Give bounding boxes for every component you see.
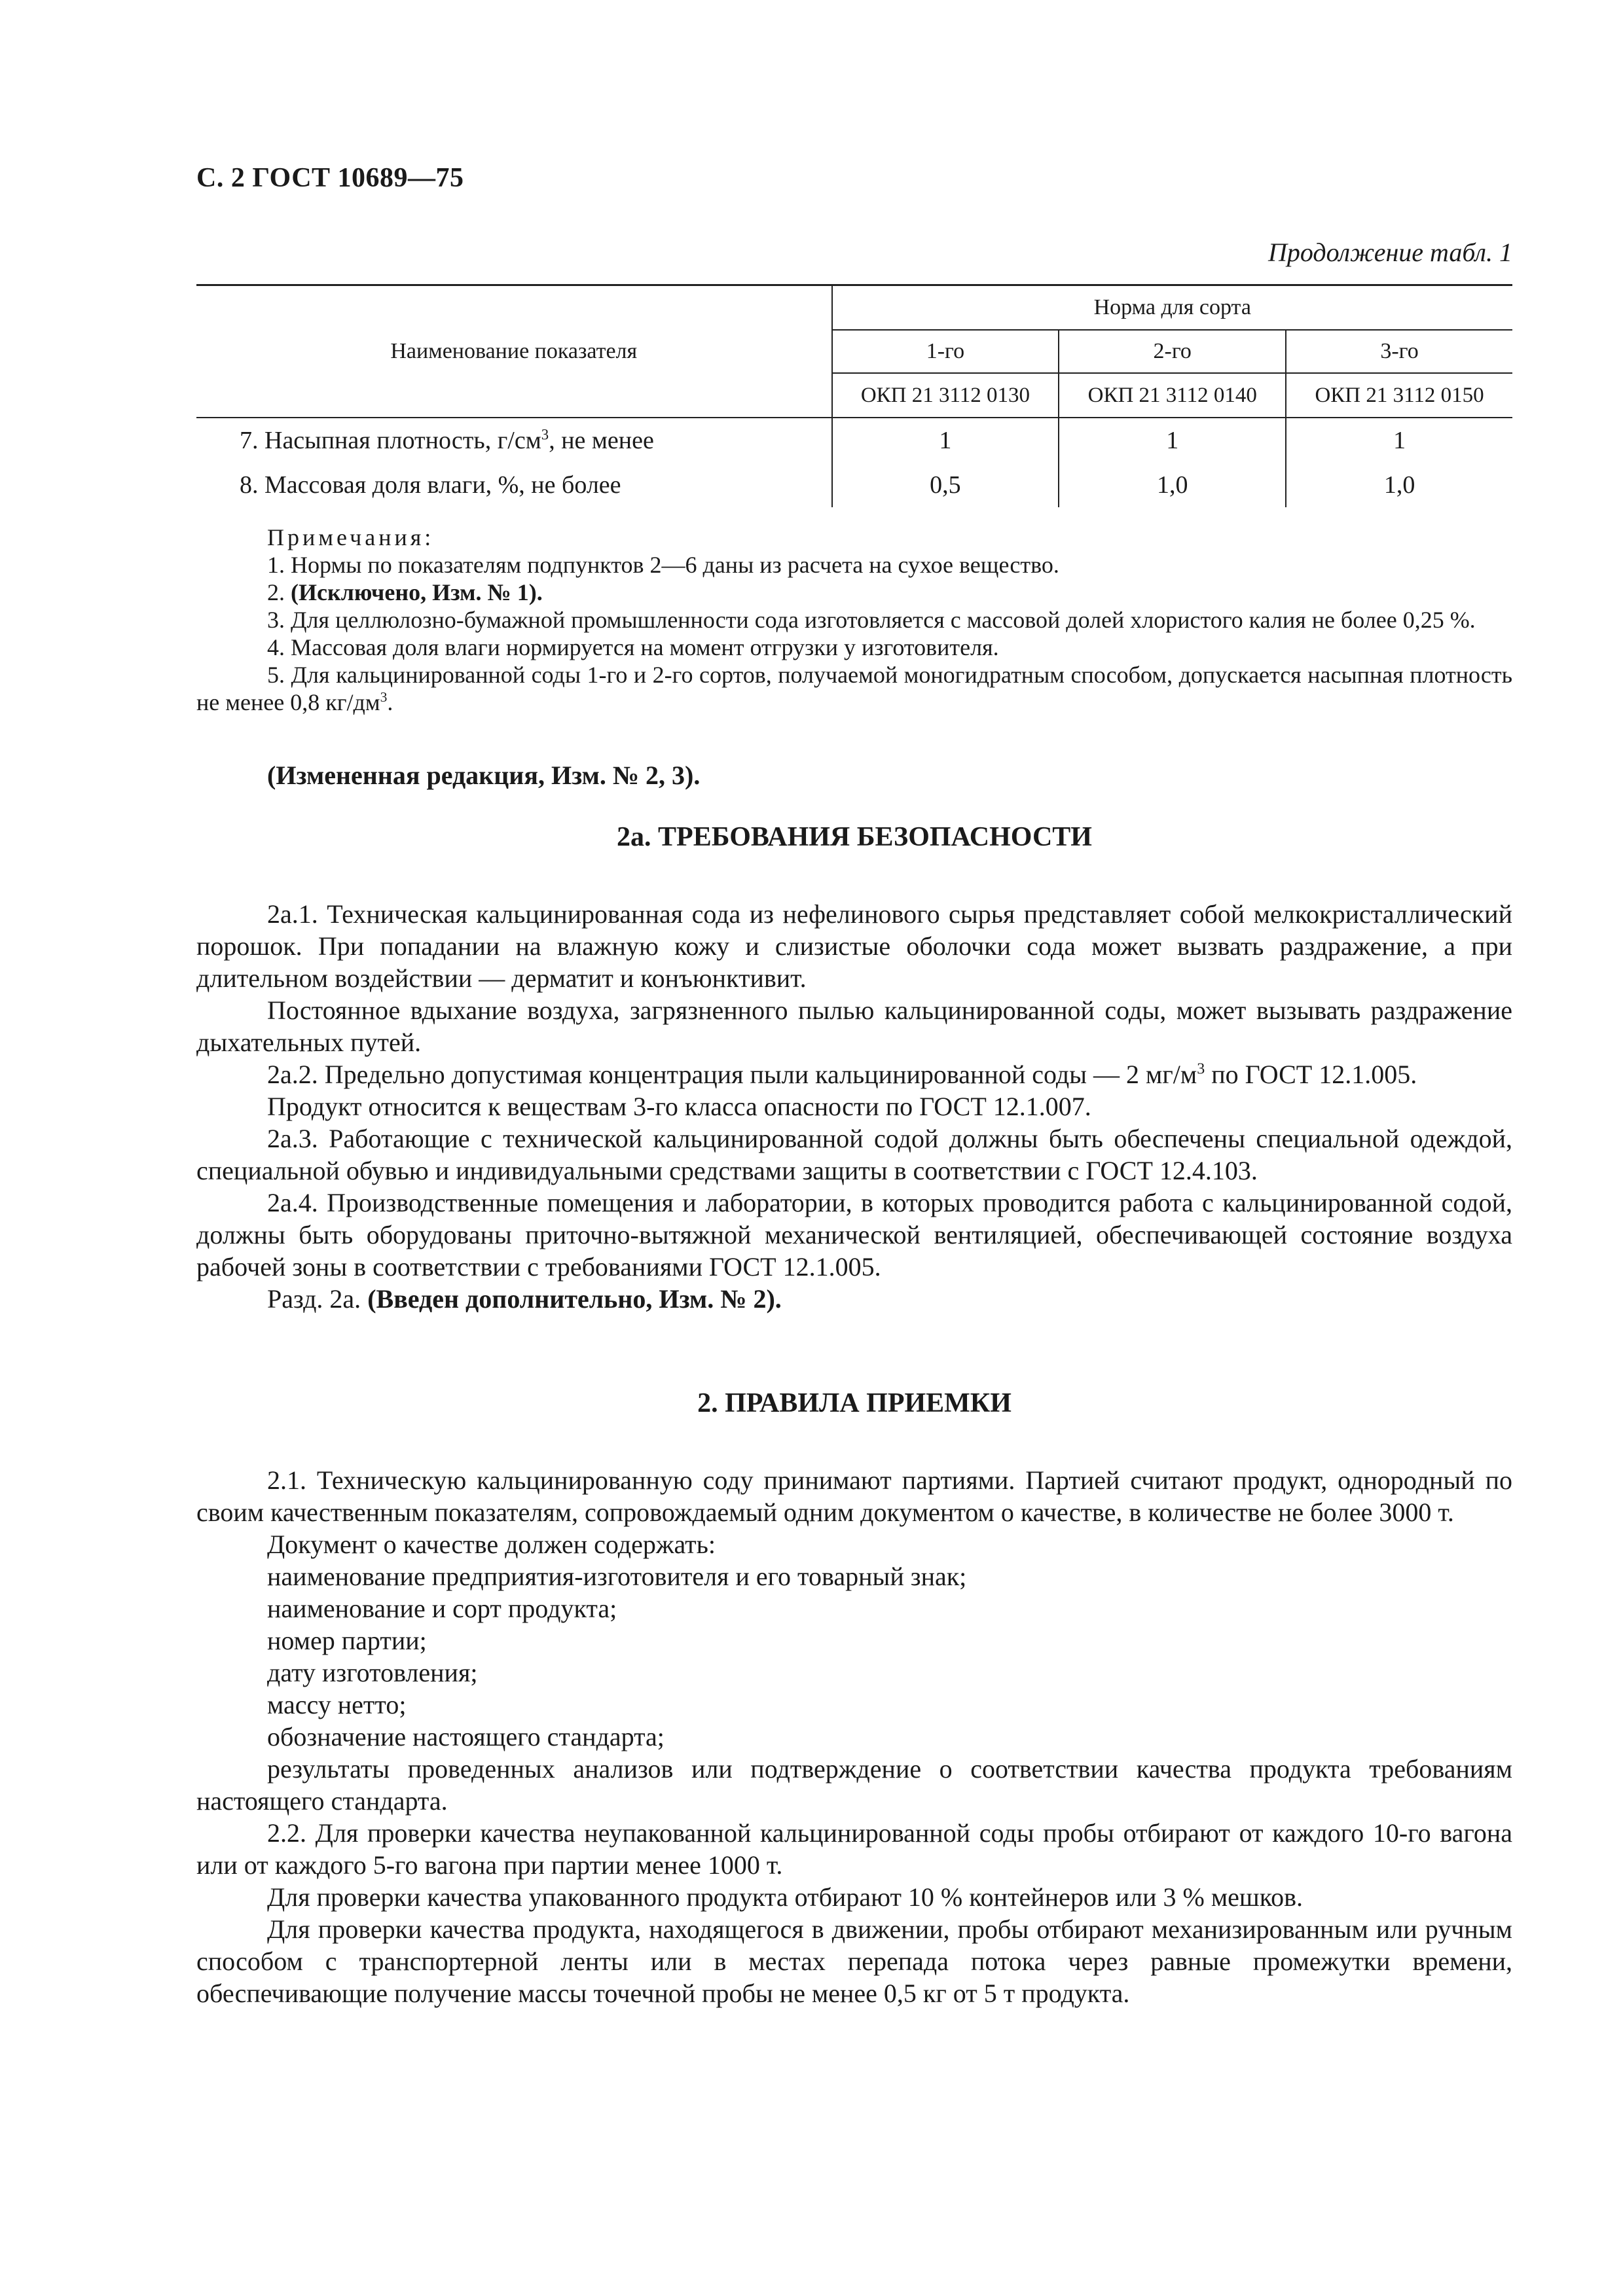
section-2a-title: 2а. ТРЕБОВАНИЯ БЕЗОПАСНОСТИ <box>617 822 1092 852</box>
row-value: 1 <box>1286 418 1512 463</box>
column-header-norm: Норма для сорта <box>832 285 1512 331</box>
okp-code-2: ОКП 21 3112 0140 <box>1059 373 1286 418</box>
okp-code-3: ОКП 21 3112 0150 <box>1286 373 1512 418</box>
page-header: С. 2 ГОСТ 10689—75 <box>196 163 464 193</box>
grade-header-3: 3-го <box>1286 330 1512 373</box>
grade-header-2: 2-го <box>1059 330 1286 373</box>
section-2-title: 2. ПРАВИЛА ПРИЕМКИ <box>697 1388 1012 1418</box>
list-item: номер партии; <box>267 1626 427 1655</box>
note-4: 4. Массовая доля влаги нормируется на момент отгрузки у изготовителя. <box>267 634 999 660</box>
list-item: наименование и сорт продукта; <box>267 1594 617 1623</box>
list-item: массу нетто; <box>267 1690 407 1719</box>
paragraph: 2а.2. Предельно допустимая концентрация пыли кальцинированной соды — 2 $мг/м^3$ по ГОСТ 12.1.005. <box>267 1060 1417 1089</box>
list-item: результаты проведенных анализов или подтверждение о соответствии качества продукта требованиям настоящего стандарта. <box>196 1754 1512 1816</box>
note-5: 5. Для кальцинированной соды 1-го и 2-го сортов, получаемой моногидратным способом, допускается насыпная плотность не менее 0,8 $кг/дм^3$. <box>196 662 1512 715</box>
row-value: 0,5 <box>832 463 1059 507</box>
section-2 <box>196 1388 1512 2009</box>
list-item: наименование предприятия-изготовителя и его товарный знак; <box>267 1562 967 1591</box>
row-name: 8. Массовая доля влаги, %, не более <box>240 471 621 499</box>
notes-title: Примечания: <box>267 524 435 550</box>
note-3: 3. Для целлюлозно-бумажной промышленности сода изготовляется с массовой долей хлористого калия не более 0,25 %. <box>267 607 1476 633</box>
row-value: 1 <box>832 418 1059 463</box>
section-2a-amendment: Разд. 2а. (Введен дополнительно, Изм. № 2). <box>267 1284 782 1314</box>
paragraph: 2а.4. Производственные помещения и лаборатории, в которых проводится работа с кальцинированной содой, должны быть оборудованы приточно-вытяжной механической вентиляцией, обеспечивающей состояние воздуха рабочей зоны в соответствии с требованиями ГОСТ 12.1.005. <box>196 1188 1512 1282</box>
note-2: 2. (Исключено, Изм. № 1). <box>267 579 543 605</box>
paragraph: Документ о качестве должен содержать: <box>267 1530 716 1559</box>
row-name: 7. Насыпная плотность, $г/см^3$, не менее <box>240 426 654 454</box>
paragraph: Постоянное вдыхание воздуха, загрязненного пылью кальцинированной соды, может вызывать раздражение дыхательных путей. <box>196 996 1512 1057</box>
table-row <box>196 463 1512 507</box>
row-value: 1 <box>1059 418 1286 463</box>
paragraph: 2.2. Для проверки качества неупакованной кальцинированной соды пробы отбирают от каждого 10-го вагона или от каждого 5-го вагона при партии менее 1000 т. <box>196 1818 1512 1880</box>
grade-header-1: 1-го <box>832 330 1059 373</box>
row-value: 1,0 <box>1059 463 1286 507</box>
section-2a <box>196 821 1512 1315</box>
table-continuation-caption: Продолжение табл. 1 <box>1267 238 1512 267</box>
paragraph: 2.1. Техническую кальцинированную соду принимают партиями. Партией считают продукт, однородный по своим качественным показателям, сопровождаемый одним документом о качестве, в количестве не более 3000 т. <box>196 1465 1512 1527</box>
paragraph: Продукт относится к веществам 3-го класса опасности по ГОСТ 12.1.007. <box>267 1092 1091 1121</box>
row-value: 1,0 <box>1286 463 1512 507</box>
okp-code-1: ОКП 21 3112 0130 <box>832 373 1059 418</box>
amendment-note: (Измененная редакция, Изм. № 2, 3). <box>267 761 701 790</box>
paragraph: Для проверки качества упакованного продукта отбирают 10 % контейнеров или 3 % мешков. <box>267 1882 1303 1912</box>
paragraph: 2а.3. Работающие с технической кальцинированной содой должны быть обеспечены специальной одеждой, специальной обувью и индивидуальными средствами защиты в соответствии с ГОСТ 12.4.103. <box>196 1124 1512 1185</box>
paragraph: 2а.1. Техническая кальцинированная сода из нефелинового сырья представляет собой мелкокристаллический порошок. При попадании на влажную кожу и слизистые оболочки сода может вызвать раздражение, а при длительном воздействии — дерматит и конъюнктивит. <box>196 899 1512 993</box>
table-notes <box>196 524 1512 716</box>
list-item: дату изготовления; <box>267 1658 478 1687</box>
table-row <box>196 418 1512 463</box>
norms-table <box>196 284 1512 507</box>
note-1: 1. Нормы по показателям подпунктов 2—6 даны из расчета на сухое вещество. <box>267 552 1059 578</box>
list-item: обозначение настоящего стандарта; <box>267 1722 665 1751</box>
column-header-indicator: Наименование показателя <box>196 285 832 418</box>
paragraph: Для проверки качества продукта, находящегося в движении, пробы отбирают механизированным или ручным способом с транспортерной ленты или в местах перепада потока через равные промежутки времени, обеспечивающие получение массы точечной пробы не менее 0,5 кг от 5 т продукта. <box>196 1914 1512 2008</box>
